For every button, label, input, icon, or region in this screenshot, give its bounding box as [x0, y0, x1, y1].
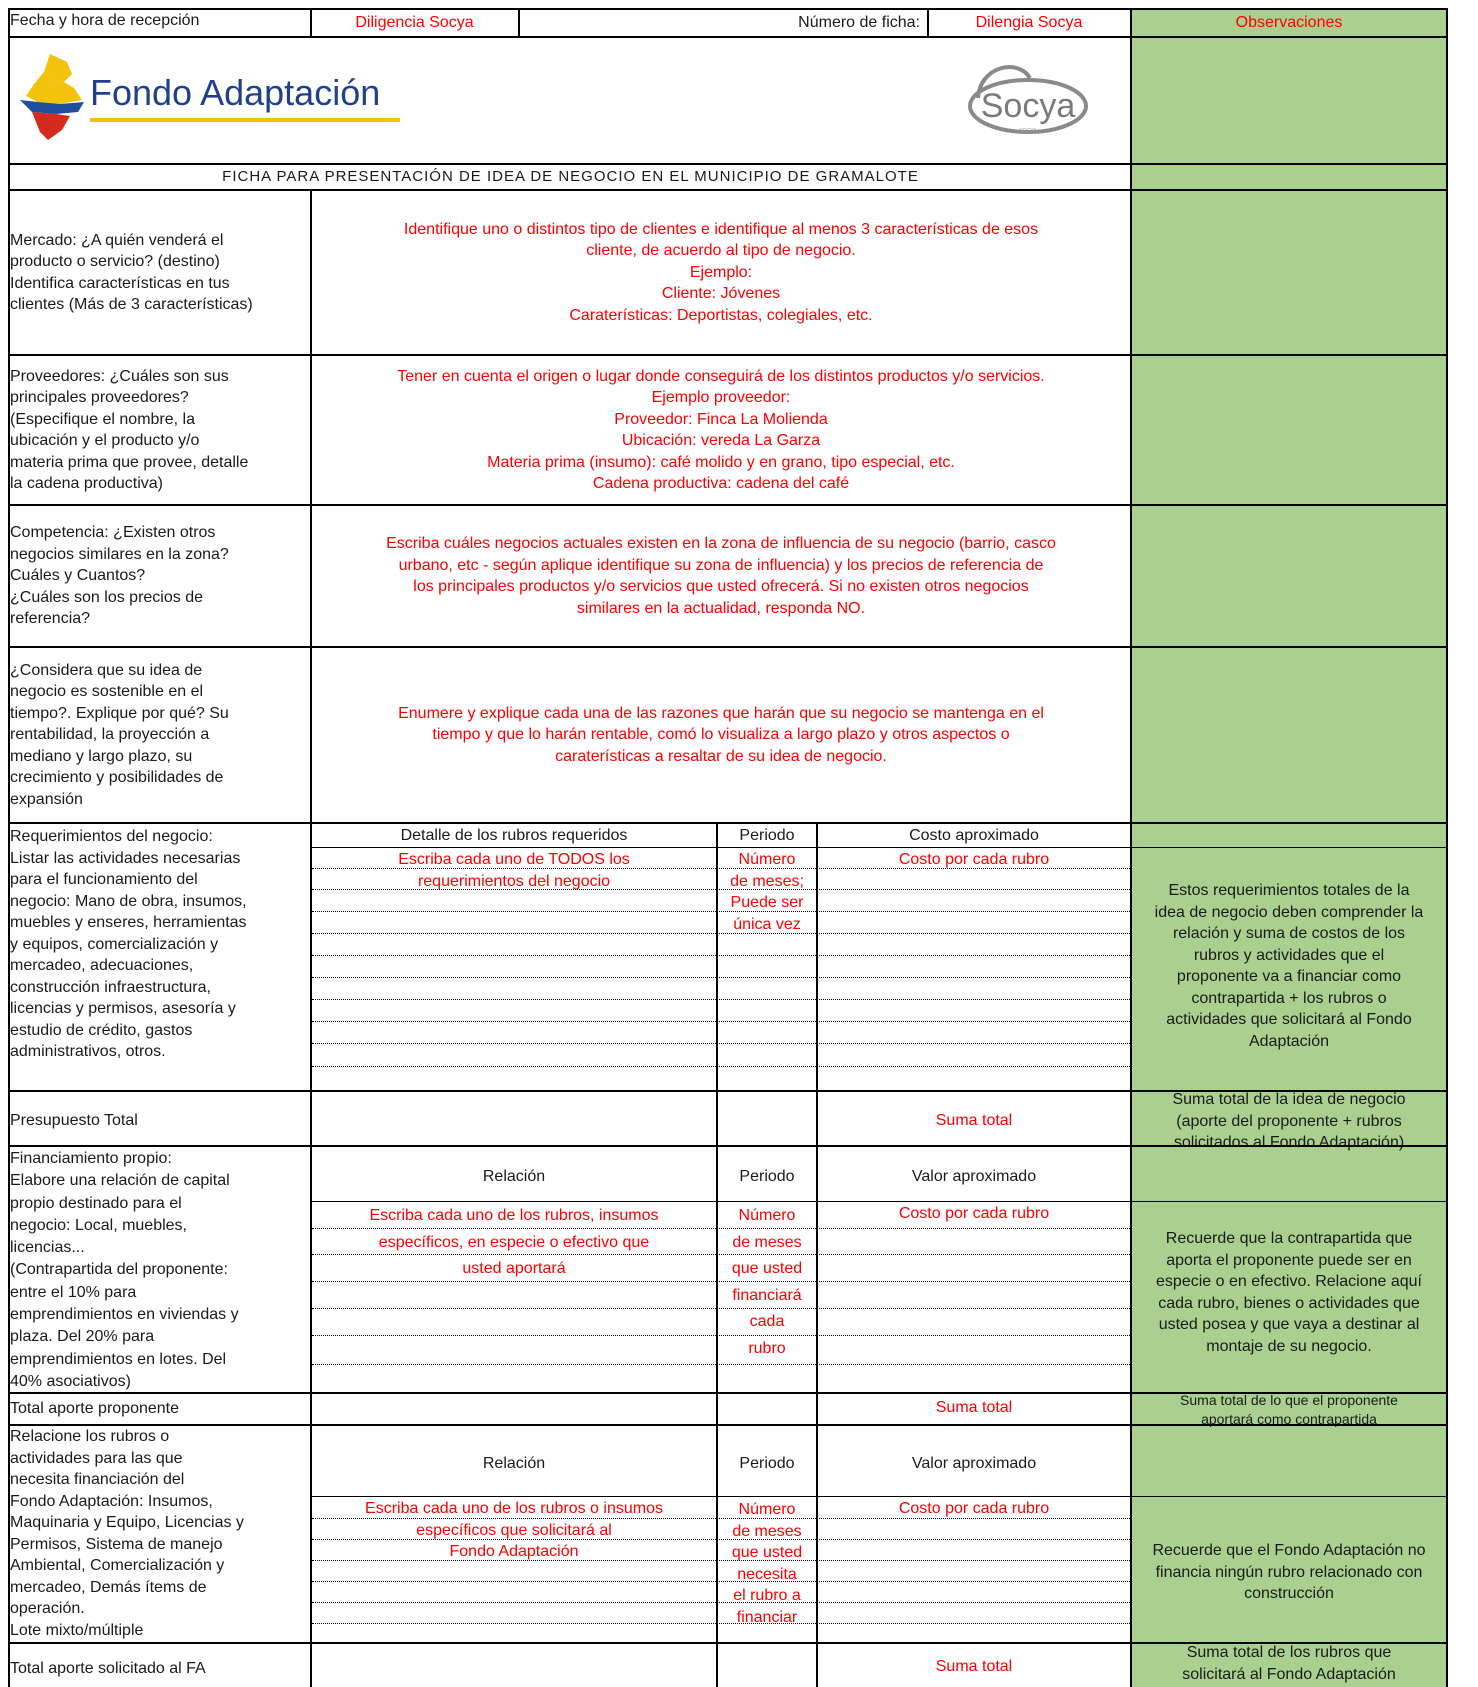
competencia-label-cell	[10, 506, 310, 646]
observations-column	[1131, 9, 1447, 1687]
mercado-hint: Identifique uno o distintos tipo de clientes e identifique al menos 3 características de esos cliente, de acuerdo al tipo de negocio. Ejemplo: Cliente: Jóvenes Caraterísticas: Deportistas, colegiales, etc.	[403, 220, 1039, 324]
grid-header-divider-3	[927, 8, 929, 36]
total-proponente-label: Total aporte proponente	[10, 1400, 180, 1417]
number-label: Número de ficha:	[798, 14, 920, 31]
total-fa-observation: Suma total de los rubros que solicitará al Fondo Adaptación	[1182, 1644, 1396, 1683]
financiamiento-col-relacion: Relación	[482, 1168, 546, 1185]
reception-value[interactable]: Diligencia Socya	[355, 14, 474, 31]
grid-header-divider-1	[310, 8, 312, 36]
req-row-line	[312, 999, 1130, 1000]
solicitud-fa-hint-valor[interactable]: Costo por cada rubro	[898, 1500, 1050, 1517]
proveedores-answer[interactable]	[312, 356, 1130, 504]
obs-fin-header-line	[1130, 1201, 1446, 1202]
grid-after-header	[8, 36, 1448, 38]
fin-row-line	[312, 1228, 1130, 1229]
solicitud-fa-observation: Recuerde que el Fondo Adaptación no financia ningún rubro relacionado con construcción	[1152, 1542, 1426, 1602]
number-value[interactable]: Dilengia Socya	[975, 14, 1083, 31]
grid-after-competencia	[8, 646, 1448, 648]
total-proponente-sum[interactable]: Suma total	[935, 1399, 1013, 1416]
financiamiento-observation: Recuerde que la contrapartida que aporta el proponente puede ser en especie o en efectivo. Relacione aquí cada rubro, bienes o actividades que usted posea y que vaya a destinar al montaje de su negocio.	[1156, 1230, 1422, 1355]
solicitud-fa-label: Relacione los rubros o actividades para las que necesita financiación del Fondo Adaptación: Insumos, Maquinaria y Equipo, Licencias y Permisos, Sistema de manejo Ambiental, Comercialización y mercadeo, Demás ítems de operación. Lote mixto/múltiple	[10, 1428, 244, 1639]
financiamiento-hint-periodo[interactable]: Número de meses que usted financiará cada rubro	[731, 1207, 803, 1357]
sol-row-line	[312, 1623, 1130, 1624]
solicitud-fa-col-valor: Valor aproximado	[911, 1455, 1037, 1472]
mercado-answer[interactable]	[312, 191, 1130, 354]
sol-header-underline	[310, 1496, 1130, 1497]
grid-top	[8, 8, 1448, 10]
grid-after-financiamiento	[8, 1392, 1448, 1394]
socya-logo	[958, 58, 1098, 142]
requerimientos-col-periodo: Periodo	[739, 827, 795, 844]
total-fa-sum[interactable]: Suma total	[935, 1658, 1013, 1675]
fondo-adaptacion-logo	[12, 52, 432, 142]
req-row-line	[312, 889, 1130, 890]
socya-logo-text: Socya	[980, 87, 1076, 125]
req-row-line	[312, 1043, 1130, 1044]
req-row-line	[312, 911, 1130, 912]
solicitud-fa-hint-relacion[interactable]: Escriba cada uno de los rubros o insumos específicos que solicitará al Fondo Adaptación	[365, 1500, 663, 1560]
grid-after-total-proponente	[8, 1424, 1448, 1426]
requerimientos-hint-detalle[interactable]: Escriba cada uno de TODOS los requerimientos del negocio	[398, 851, 630, 890]
grid-after-sostenible	[8, 822, 1448, 824]
financiamiento-label: Financiamiento propio: Elabore una relación de capital propio destinado para el negocio: Local, muebles, licencias... (Contrapartida del proponente: entre el 10% para emprendimientos en viviendas y plaza. Del 20% para emprendimientos en lotes. Del 40% asociativos)	[10, 1150, 239, 1390]
obs-sol-header-line	[1130, 1496, 1446, 1497]
grid-after-solicitud-fa	[8, 1642, 1448, 1644]
sostenible-hint: Enumere y explique cada una de las razones que harán que su negocio se mantenga en el tiempo y que lo harán rentable, comó lo visualiza a largo plazo y otros aspectos o caraterísticas a resaltar de su idea de negocio.	[398, 704, 1044, 765]
grid-header-divider-2	[518, 8, 520, 36]
requerimientos-col-costo: Costo aproximado	[909, 827, 1039, 844]
grid-after-mercado	[8, 354, 1448, 356]
obs-req-header-line	[1130, 847, 1446, 848]
reception-label: Fecha y hora de recepción	[10, 12, 200, 29]
mercado-label-cell	[10, 191, 310, 354]
socya-logo-small: SOCYA	[1019, 128, 1037, 134]
sol-row-line	[312, 1518, 1130, 1519]
solicitud-fa-col-relacion: Relación	[482, 1455, 546, 1472]
grid-after-presupuesto	[8, 1145, 1448, 1147]
fin-row-line	[312, 1364, 1130, 1365]
competencia-answer[interactable]	[312, 506, 1130, 646]
financiamiento-hint-valor[interactable]: Costo por cada rubro	[898, 1205, 1050, 1222]
proveedores-hint: Tener en cuenta el origen o lugar donde conseguirá de los distintos productos y/o servicios. Ejemplo proveedor: Proveedor: Finca La Molienda Ubicación: vereda La Garza Materia prima (insumo): café molido y en grano, tipo especial, etc. Cadena productiva: cadena del café	[397, 367, 1045, 492]
grid-label-divider	[310, 190, 312, 1687]
fin-row-line	[312, 1281, 1130, 1282]
requerimientos-hint-costo[interactable]: Costo por cada rubro	[898, 851, 1050, 868]
sol-row-line	[312, 1602, 1130, 1603]
financiamiento-col-periodo: Periodo	[739, 1168, 795, 1185]
solicitud-fa-hint-periodo[interactable]: Número de meses que usted necesita el rubro a financiar	[731, 1501, 803, 1626]
financiamiento-hint-relacion[interactable]: Escriba cada uno de los rubros, insumos específicos, en especie o efectivo que usted aportará	[369, 1207, 659, 1277]
grid-after-requerimientos	[8, 1090, 1448, 1092]
req-header-underline	[310, 847, 1130, 848]
fin-row-line	[312, 1335, 1130, 1336]
fin-row-line	[312, 1254, 1130, 1255]
sostenible-answer[interactable]	[312, 648, 1130, 822]
grid-periodo-right	[816, 823, 818, 1687]
sol-row-line	[312, 1539, 1130, 1540]
requerimientos-observation: Estos requerimientos totales de la idea de negocio deben comprender la relación y suma de costos de los rubros y actividades que el proponente va a financiar como contrapartida + los rubros o actividades que solicitará al Fondo Adaptación	[1154, 882, 1424, 1050]
grid-left-border	[8, 8, 10, 1687]
proveedores-label: Proveedores: ¿Cuáles son sus principales proveedores? (Especifique el nombre, la ubicación y el producto y/o materia prima que provee, detalle la cadena productiva)	[10, 367, 249, 492]
presupuesto-sum[interactable]: Suma total	[935, 1112, 1013, 1129]
competencia-hint: Escriba cuáles negocios actuales existen en la zona de influencia de su negocio (barrio, casco urbano, etc - según aplique identifique su zona de influencia) y los precios de referencia de los principales productos y/o servicios que usted ofrecerá. Si no existen otros negocios similares en la actualidad, responda NO.	[386, 535, 1056, 617]
grid-periodo-left	[716, 823, 718, 1687]
solicitud-fa-col-periodo: Periodo	[739, 1455, 795, 1472]
fondo-logo-text: Fondo Adaptación	[90, 72, 381, 113]
grid-after-title	[8, 189, 1448, 191]
requerimientos-hint-periodo[interactable]: Número de meses; Puede ser única vez	[730, 851, 804, 933]
fin-row-line	[312, 1308, 1130, 1309]
req-row-line	[312, 1066, 1130, 1067]
form-title: FICHA PARA PRESENTACIÓN DE IDEA DE NEGOCIO EN EL MUNICIPIO DE GRAMALOTE	[222, 168, 919, 185]
requerimientos-label: Requerimientos del negocio: Listar las actividades necesarias para el funcionamiento del negocio: Mano de obra, insumos, muebles y enseres, herramientas y equipos, comercialización y mercadeo, adecuaciones, construcción infraestructura, licencias y permisos, asesoría y estudio de crédito, gastos administrativos, otros.	[10, 828, 247, 1060]
sol-row-line	[312, 1560, 1130, 1561]
total-proponente-observation: Suma total de lo que el proponente aportará como contrapartida	[1180, 1392, 1398, 1427]
sol-row-line	[312, 1581, 1130, 1582]
fin-header-underline	[310, 1201, 1130, 1202]
presupuesto-label: Presupuesto Total	[10, 1112, 138, 1129]
total-fa-label: Total aporte solicitado al FA	[10, 1660, 206, 1677]
sostenible-label: ¿Considera que su idea de negocio es sostenible en el tiempo?. Explique por qué? Su rentabilidad, la proyección a mediano y largo plazo, su crecimiento y posibilidades de expansión	[10, 661, 229, 808]
grid-right-border	[1446, 8, 1448, 1687]
mercado-label: Mercado: ¿A quién venderá el producto o servicio? (destino) Identifica características en tus clientes (Más de 3 características)	[10, 231, 253, 313]
colombia-map-icon	[12, 52, 92, 142]
grid-after-proveedores	[8, 504, 1448, 506]
req-row-line	[312, 933, 1130, 934]
sostenible-label-cell	[10, 648, 310, 822]
financiamiento-col-valor: Valor aproximado	[911, 1168, 1037, 1185]
req-row-line	[312, 977, 1130, 978]
req-row-line	[312, 868, 1130, 869]
observations-title: Observaciones	[1235, 14, 1343, 31]
proveedores-label-cell	[10, 356, 310, 504]
grid-after-logos	[8, 163, 1448, 165]
fondo-logo-underline	[90, 118, 400, 122]
req-row-line	[312, 1021, 1130, 1022]
req-row-line	[312, 955, 1130, 956]
requerimientos-col-detalle: Detalle de los rubros requeridos	[400, 827, 628, 844]
presupuesto-observation: Suma total de la idea de negocio (aporte del proponente + rubros solicitados al Fondo Adaptación)	[1172, 1091, 1406, 1151]
competencia-label: Competencia: ¿Existen otros negocios similares en la zona? Cuáles y Cuantos? ¿Cuáles son los precios de referencia?	[10, 524, 229, 628]
